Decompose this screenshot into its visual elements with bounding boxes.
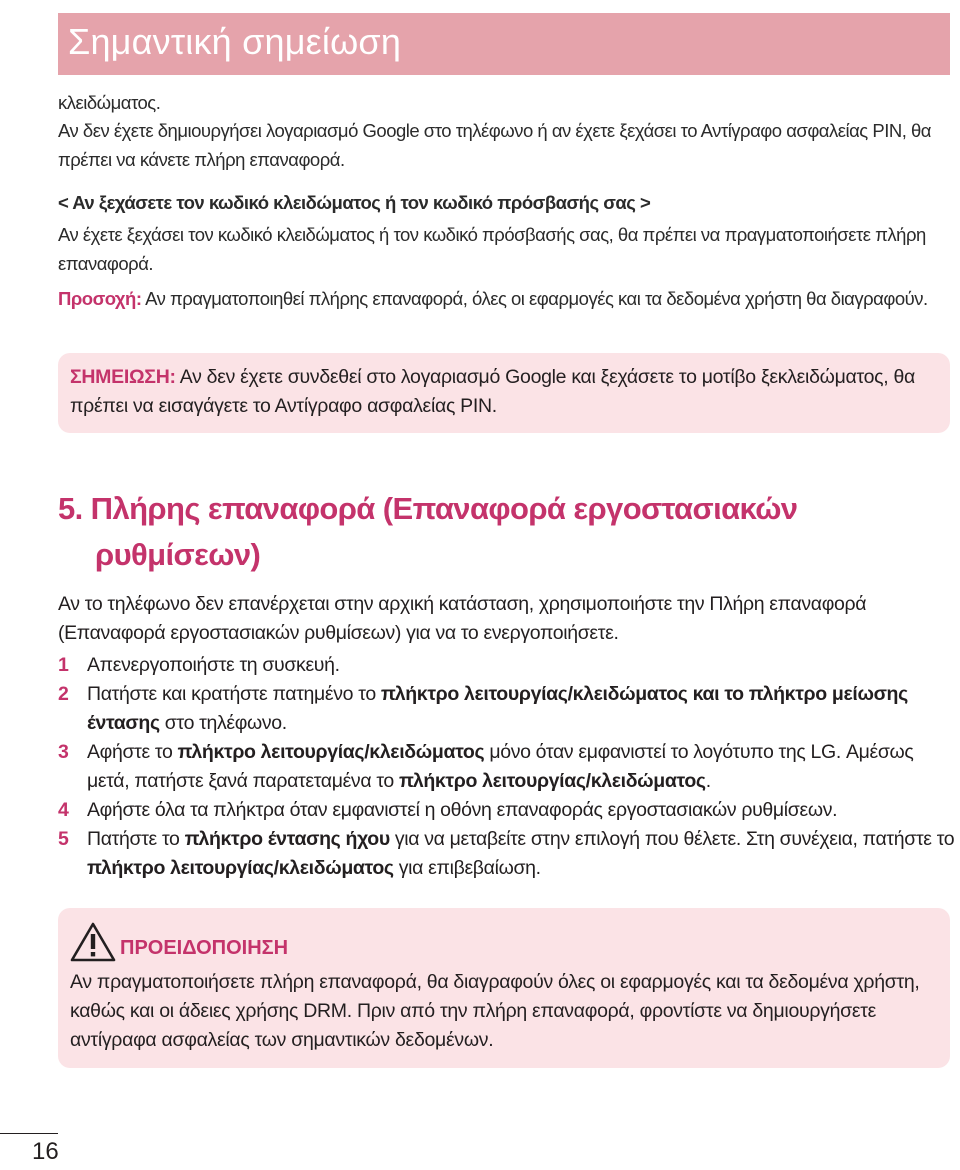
intro-line-2: Αν δεν έχετε δημιουργήσει λογαριασμό Google στο τηλέφωνο ή αν έχετε ξεχάσει το Αντίγραφο ασφαλείας PIN, θα πρέπει να κάνετε πλήρη επαναφορά.	[58, 120, 931, 170]
step-text: για να μεταβείτε στην επιλογή που θέλετε. Στη συνέχεια, πατήστε το	[389, 828, 955, 850]
step-text: .	[705, 770, 711, 792]
forgot-heading-text: < Αν ξεχάσετε τον κωδικό κλειδώματος ή τον κωδικό πρόσβασής σας >	[58, 192, 651, 213]
step-item	[58, 680, 958, 738]
step-key-text: πλήκτρο λειτουργίας/κλειδώματος	[398, 770, 706, 792]
caution-label: Προσοχή:	[58, 288, 142, 309]
step-key-text: πλήκτρο έντασης ήχου	[184, 828, 390, 850]
step-key-text: πλήκτρο λειτουργίας/κλειδώματος και το πλήκτρο μείωσης έντασης	[87, 683, 908, 734]
step-number: 1	[58, 654, 69, 676]
section-title-line-1: Πλήρης επαναφορά (Επαναφορά εργοστασιακών	[82, 491, 798, 526]
step-text: Αφήστε όλα τα πλήκτρα όταν εμφανιστεί η οθόνη επαναφοράς εργοστασιακών ρυθμίσεων.	[87, 799, 838, 821]
steps-list	[58, 651, 958, 883]
step-text: Απενεργοποιήστε τη συσκευή.	[87, 654, 340, 676]
step-key-text: πλήκτρο λειτουργίας/κλειδώματος	[177, 741, 485, 763]
step-text: Αφήστε το	[87, 741, 178, 763]
note-text: Αν δεν έχετε συνδεθεί στο λογαριασμό Google και ξεχάσετε το μοτίβο ξεκλειδώματος, θα πρέπει να εισαγάγετε το Αντίγραφο ασφαλείας PIN.	[70, 366, 916, 417]
section-title	[58, 486, 948, 578]
footer-divider	[0, 1133, 58, 1134]
section-number: 5.	[58, 491, 83, 526]
note-paragraph	[70, 363, 938, 421]
page-title: Σημαντική σημείωση	[68, 21, 402, 62]
step-key-text: πλήκτρο λειτουργίας/κλειδώματος	[87, 857, 394, 879]
step-item	[58, 738, 958, 796]
section-title-line-2: ρυθμίσεων)	[95, 537, 261, 572]
forgot-heading	[58, 189, 958, 218]
step-text: στο τηλέφωνο.	[159, 712, 287, 734]
step-item	[58, 651, 958, 680]
step-number: 2	[58, 683, 69, 705]
note-label: ΣΗΜΕΙΩΣΗ:	[70, 366, 176, 388]
warning-header	[70, 922, 938, 962]
forgot-text: Αν έχετε ξεχάσει τον κωδικό κλειδώματος ή τον κωδικό πρόσβασής σας, θα πρέπει να πραγματοποιήσετε πλήρη επαναφορά.	[58, 224, 926, 274]
warning-label: ΠΡΟΕΙΔΟΠΟΙΗΣΗ	[120, 937, 289, 959]
page-number: 16	[32, 1138, 59, 1165]
warning-text: Αν πραγματοποιήσετε πλήρη επαναφορά, θα διαγραφούν όλες οι εφαρμογές και τα δεδομένα χρήστη, καθώς και οι άδειες χρήσης DRM. Πριν από την πλήρη επαναφορά, φροντίστε να δημιουργήσετε αντίγραφα ασφαλείας των σημαντικών δεδομένων.	[70, 971, 920, 1051]
note-box	[58, 353, 950, 433]
step-number: 3	[58, 741, 69, 763]
step-text: μόνο όταν εμφανιστεί το λογότυπο της LG. Αμέσως μετά, πατήστε ξανά παρατεταμένα το	[87, 741, 914, 792]
step-item	[58, 825, 958, 883]
step-number: 4	[58, 799, 69, 821]
step-text: για επιβεβαίωση.	[393, 857, 541, 879]
caution-text: Αν πραγματοποιηθεί πλήρης επαναφορά, όλες οι εφαρμογές και τα δεδομένα χρήστη θα διαγραφούν.	[141, 288, 928, 309]
caution-paragraph	[58, 285, 958, 314]
step-item	[58, 796, 958, 825]
warning-triangle-icon	[70, 922, 116, 962]
step-number: 5	[58, 828, 69, 850]
step-text: Πατήστε και κρατήστε πατημένο το	[87, 683, 381, 705]
intro-line-1: κλειδώματος.	[58, 92, 161, 113]
step-text: Πατήστε το	[87, 828, 185, 850]
warning-box	[58, 908, 950, 1068]
section-intro: Αν το τηλέφωνο δεν επανέρχεται στην αρχική κατάσταση, χρησιμοποιήστε την Πλήρη επαναφορά (Επαναφορά εργοστασιακών ρυθμίσεων) για να το ενεργοποιήσετε.	[58, 593, 867, 644]
page-header	[58, 13, 950, 75]
